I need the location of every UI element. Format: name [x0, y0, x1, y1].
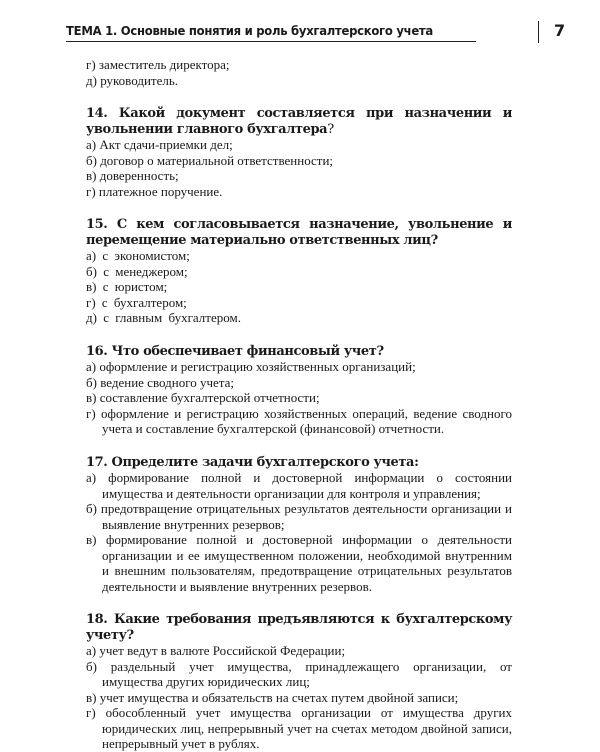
answer-option: в) доверенность;	[86, 168, 179, 183]
answer-option: г) оформление и регистрацию хозяйственных операций, ведение сводного учета и составление бухгалтерской (финансовой) отчетности.	[86, 405, 512, 436]
answer-option: а) Акт сдачи-приемки дел;	[86, 137, 233, 152]
header-rule	[66, 41, 476, 42]
answer-option: в) с юристом;	[86, 279, 168, 294]
answer-option: а) оформление и регистрацию хозяйственных организаций;	[86, 359, 416, 374]
answer-option: б) с менеджером;	[86, 263, 188, 279]
page-content	[86, 57, 512, 752]
question-14	[86, 97, 512, 199]
answer-option: г) с бухгалтером;	[86, 294, 187, 310]
answer-option: г) обособленный учет имущества организации от имущества других юридических лиц, непрерывный учет на счетах методом двойной записи, непрерывный учет в рублях.	[86, 705, 512, 751]
question-title: 17. Определите задачи бухгалтерского учета:	[86, 454, 419, 470]
answer-option: а) формирование полной и достоверной информации о состоянии имущества и деятельности организации для контроля и управления;	[86, 470, 512, 501]
answer-option: в) составление бухгалтерской отчетности;	[86, 390, 320, 405]
header-divider	[538, 21, 539, 43]
header-title: ТЕМА 1. Основные понятия и роль бухгалтерского учета	[66, 23, 433, 38]
question-title: 18. Какие требования предъявляются к бухгалтерскому учету?	[86, 612, 512, 643]
running-header	[66, 21, 566, 43]
answer-option: д) с главным бухгалтером.	[86, 310, 241, 325]
question-17	[86, 446, 512, 595]
question-16	[86, 335, 512, 437]
question-15	[86, 208, 512, 326]
answer-option: б) ведение сводного учета;	[86, 374, 234, 390]
question-18	[86, 603, 512, 752]
answer-option: в) учет имущества и обязательств на счетах путем двойной записи;	[86, 689, 459, 705]
answer-option: а) учет ведут в валюте Российской Федерации;	[86, 643, 346, 658]
question-title: 16. Что обеспечивает финансовый учет?	[86, 343, 384, 359]
answer-option: д) руководитель.	[86, 72, 179, 88]
answer-option: в) формирование полной и достоверной информации о деятельности организации и ее имущественном положении, необходимой внутренним и внешним пользователям, предотвращение отрицательных результатов деятельности и выявление внутренних резервов.	[86, 532, 512, 594]
answer-option: г) заместитель директора;	[86, 57, 230, 72]
question-title: 14. Какой документ составляется при назначении и увольнении главного бухгалтера?	[86, 106, 512, 137]
answer-option: б) договор о материальной ответственности;	[86, 152, 334, 168]
question-title: 15. С кем согласовывается назначение, увольнение и перемещение материально ответственных лиц?	[86, 217, 512, 248]
answer-option: а) с экономистом;	[86, 248, 190, 263]
answer-option: г) платежное поручение.	[86, 183, 223, 199]
page-number: 7	[554, 21, 566, 40]
answer-option: б) раздельный учет имущества, принадлежащего организации, от имущества других юридических лиц;	[86, 658, 512, 689]
answer-option: б) предотвращение отрицательных результатов деятельности организации и выявление внутренних резервов;	[86, 501, 512, 532]
